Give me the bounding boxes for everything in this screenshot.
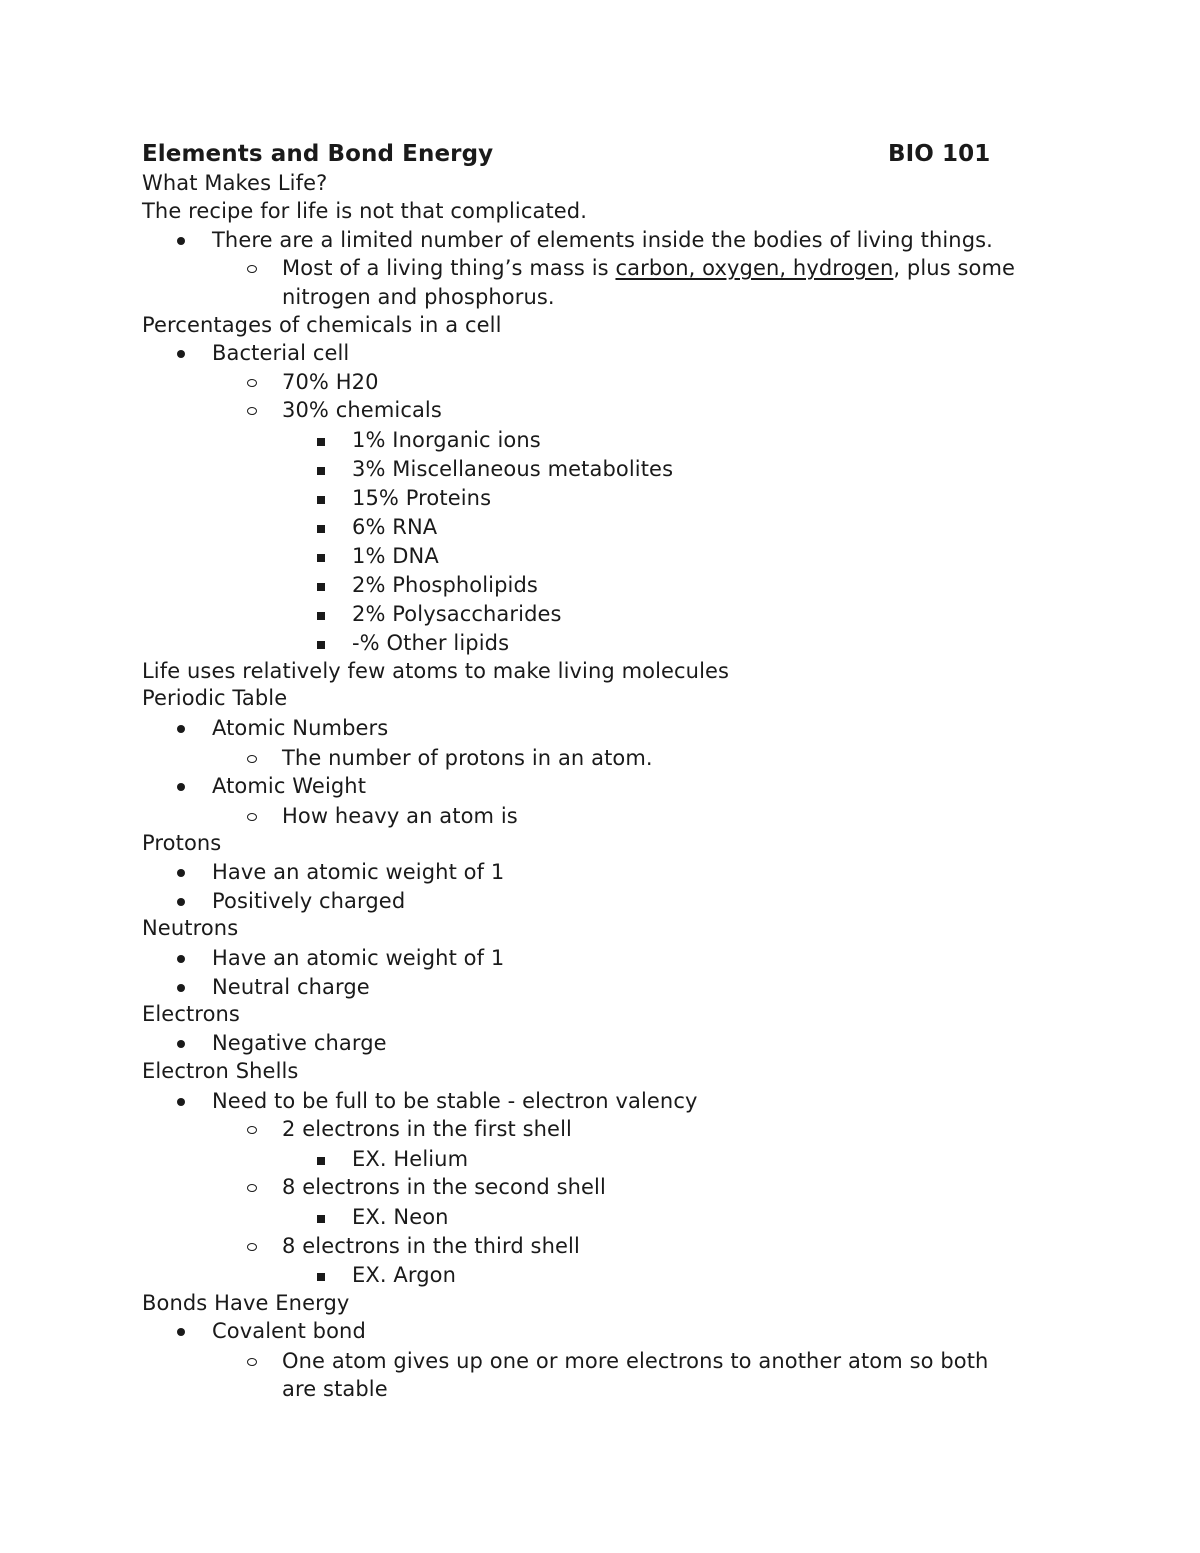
list-item: Neutral charge — [212, 975, 370, 999]
list-item-continuation: nitrogen and phosphorus. — [282, 285, 555, 309]
section-heading: Electron Shells — [142, 1059, 299, 1083]
list-item: 8 electrons in the third shell — [282, 1234, 580, 1258]
list-item: EX. Argon — [352, 1263, 457, 1287]
list-item: One atom gives up one or more electrons to another atom so both — [282, 1349, 989, 1373]
section-heading: Electrons — [142, 1002, 240, 1026]
list-item: The number of protons in an atom. — [282, 746, 653, 770]
section-heading: What Makes Life? — [142, 171, 328, 195]
list-item: Negative charge — [212, 1031, 387, 1055]
bullet-disc-icon — [177, 1328, 185, 1336]
bullet-disc-icon — [177, 984, 185, 992]
bullet-circle-icon — [247, 1243, 257, 1251]
bullet-circle-icon — [247, 755, 257, 763]
list-item: 2 electrons in the first shell — [282, 1117, 572, 1141]
list-item: 70% H20 — [282, 370, 379, 394]
list-item: Atomic Numbers — [212, 716, 389, 740]
document-title: Elements and Bond Energy — [142, 141, 494, 167]
bullet-circle-icon — [247, 1184, 257, 1192]
bullet-disc-icon — [177, 955, 185, 963]
list-item: 30% chemicals — [282, 398, 442, 422]
list-item: There are a limited number of elements inside the bodies of living things. — [212, 228, 993, 252]
list-item: Positively charged — [212, 889, 406, 913]
bullet-square-icon — [317, 1157, 325, 1165]
bullet-disc-icon — [177, 898, 185, 906]
bullet-circle-icon — [247, 1126, 257, 1134]
bullet-square-icon — [317, 496, 325, 504]
paragraph: The recipe for life is not that complicated. — [142, 199, 587, 223]
bullet-disc-icon — [177, 725, 185, 733]
bullet-square-icon — [317, 641, 325, 649]
bullet-square-icon — [317, 467, 325, 475]
list-item: Covalent bond — [212, 1319, 366, 1343]
list-item: Have an atomic weight of 1 — [212, 860, 505, 884]
bullet-circle-icon — [247, 1358, 257, 1366]
list-item: 1% Inorganic ions — [352, 428, 541, 452]
bullet-disc-icon — [177, 1040, 185, 1048]
bullet-disc-icon — [177, 350, 185, 358]
section-heading: Neutrons — [142, 916, 239, 940]
list-item: Most of a living thing’s mass is carbon, oxygen, hydrogen, plus some — [282, 256, 1016, 280]
list-item: Bacterial cell — [212, 341, 350, 365]
list-item: Atomic Weight — [212, 774, 367, 798]
list-item: How heavy an atom is — [282, 804, 518, 828]
bullet-disc-icon — [177, 237, 185, 245]
list-item: -% Other lipids — [352, 631, 510, 655]
bullet-square-icon — [317, 438, 325, 446]
list-item: 2% Polysaccharides — [352, 602, 562, 626]
list-item: 1% DNA — [352, 544, 439, 568]
bullet-circle-icon — [247, 407, 257, 415]
course-code: BIO 101 — [888, 141, 991, 167]
section-heading: Bonds Have Energy — [142, 1291, 350, 1315]
list-item: 2% Phospholipids — [352, 573, 538, 597]
bullet-disc-icon — [177, 869, 185, 877]
bullet-disc-icon — [177, 1098, 185, 1106]
bullet-square-icon — [317, 612, 325, 620]
bullet-circle-icon — [247, 265, 257, 273]
list-item: 15% Proteins — [352, 486, 492, 510]
bullet-circle-icon — [247, 813, 257, 821]
underlined-text: carbon, oxygen, hydrogen — [615, 256, 894, 280]
bullet-square-icon — [317, 583, 325, 591]
list-item: 3% Miscellaneous metabolites — [352, 457, 674, 481]
bullet-disc-icon — [177, 783, 185, 791]
list-item: Have an atomic weight of 1 — [212, 946, 505, 970]
list-item-continuation: are stable — [282, 1377, 388, 1401]
list-item: 8 electrons in the second shell — [282, 1175, 606, 1199]
paragraph: Life uses relatively few atoms to make living molecules — [142, 659, 730, 683]
section-heading: Percentages of chemicals in a cell — [142, 313, 502, 337]
list-item: EX. Neon — [352, 1205, 449, 1229]
section-heading: Protons — [142, 831, 222, 855]
list-item: 6% RNA — [352, 515, 438, 539]
bullet-circle-icon — [247, 379, 257, 387]
list-item: Need to be full to be stable - electron valency — [212, 1089, 698, 1113]
bullet-square-icon — [317, 554, 325, 562]
bullet-square-icon — [317, 1215, 325, 1223]
bullet-square-icon — [317, 1273, 325, 1281]
section-heading: Periodic Table — [142, 686, 288, 710]
bullet-square-icon — [317, 525, 325, 533]
list-item: EX. Helium — [352, 1147, 469, 1171]
